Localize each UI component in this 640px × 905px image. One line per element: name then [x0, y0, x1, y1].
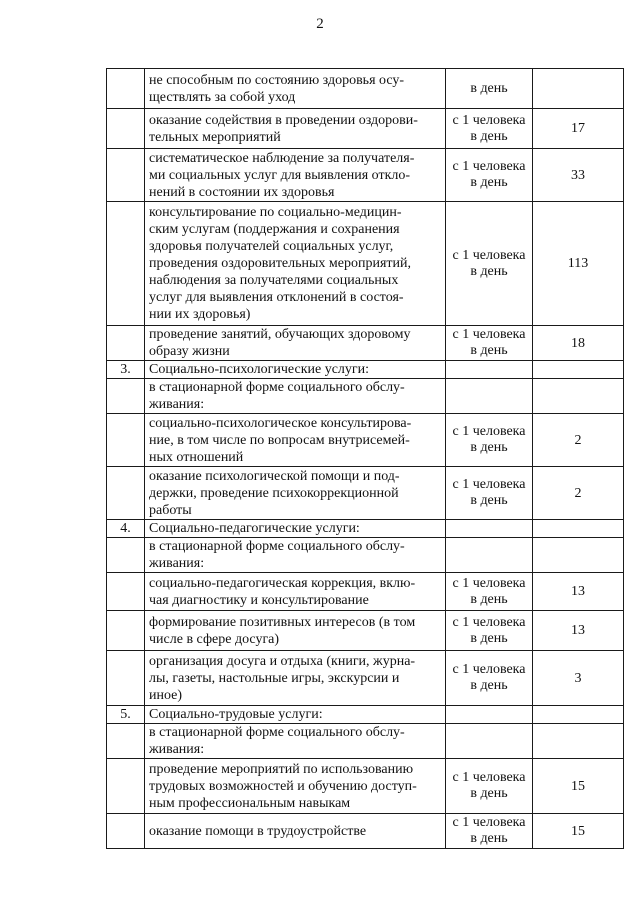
service-unit: с 1 человека в день [446, 611, 533, 651]
service-value [533, 379, 624, 414]
service-unit [446, 706, 533, 724]
service-name: оказание помощи в трудоустройстве [145, 814, 446, 849]
table-row [107, 724, 624, 759]
service-unit: с 1 человека в день [446, 814, 533, 849]
service-unit [446, 724, 533, 759]
row-number [107, 467, 145, 520]
service-name: систематическое наблюдение за получателя- ми социальных услуг для выявления откло- нений в состоянии их здоровья [145, 149, 446, 202]
row-number [107, 326, 145, 361]
service-unit: в день [446, 69, 533, 109]
table-row [107, 759, 624, 814]
service-value: 17 [533, 109, 624, 149]
table-row [107, 573, 624, 611]
social-services-table [106, 68, 624, 849]
page-number: 2 [316, 16, 324, 32]
service-unit [446, 520, 533, 538]
service-unit: с 1 человека в день [446, 651, 533, 706]
service-name: оказание психологической помощи и под- держки, проведение психокоррекционной работы [145, 467, 446, 520]
service-value [533, 69, 624, 109]
table-row [107, 611, 624, 651]
row-number [107, 414, 145, 467]
table-row [107, 538, 624, 573]
table-row [107, 149, 624, 202]
row-number: 3. [107, 361, 145, 379]
row-number: 4. [107, 520, 145, 538]
table-row [107, 109, 624, 149]
row-number [107, 149, 145, 202]
section-row [107, 520, 624, 538]
service-value: 113 [533, 202, 624, 326]
service-name: организация досуга и отдыха (книги, журна- лы, газеты, настольные игры, экскурсии и иное) [145, 651, 446, 706]
service-name: Социально-педагогические услуги: [145, 520, 446, 538]
table-row [107, 467, 624, 520]
service-value: 2 [533, 467, 624, 520]
service-unit: с 1 человека в день [446, 326, 533, 361]
service-name: не способным по состоянию здоровья осу- ществлять за собой уход [145, 69, 446, 109]
service-value: 15 [533, 814, 624, 849]
row-number [107, 611, 145, 651]
row-number [107, 202, 145, 326]
service-name: в стационарной форме социального обслу- живания: [145, 379, 446, 414]
service-unit [446, 538, 533, 573]
service-unit: с 1 человека в день [446, 573, 533, 611]
table-row [107, 326, 624, 361]
row-number [107, 651, 145, 706]
service-unit: с 1 человека в день [446, 202, 533, 326]
table-row [107, 69, 624, 109]
section-row [107, 361, 624, 379]
table-body [107, 69, 624, 849]
row-number [107, 573, 145, 611]
service-unit: с 1 человека в день [446, 414, 533, 467]
service-name: в стационарной форме социального обслу- живания: [145, 538, 446, 573]
service-name: формирование позитивных интересов (в том числе в сфере досуга) [145, 611, 446, 651]
table-row [107, 651, 624, 706]
service-name: Социально-трудовые услуги: [145, 706, 446, 724]
service-name: проведение мероприятий по использованию трудовых возможностей и обучению доступ- ным профессиональным навыкам [145, 759, 446, 814]
service-name: социально-педагогическая коррекция, вклю- чая диагностику и консультирование [145, 573, 446, 611]
service-name: оказание содействия в проведении оздорови- тельных мероприятий [145, 109, 446, 149]
service-unit [446, 361, 533, 379]
service-value: 33 [533, 149, 624, 202]
service-name: социально-психологическое консультирова- ние, в том числе по вопросам внутрисемей- ных отношений [145, 414, 446, 467]
service-value: 3 [533, 651, 624, 706]
table-row [107, 814, 624, 849]
row-number [107, 724, 145, 759]
service-unit: с 1 человека в день [446, 759, 533, 814]
service-value: 13 [533, 611, 624, 651]
service-value [533, 724, 624, 759]
section-row [107, 706, 624, 724]
service-unit: с 1 человека в день [446, 149, 533, 202]
service-value: 13 [533, 573, 624, 611]
table-row [107, 379, 624, 414]
row-number [107, 109, 145, 149]
service-name: в стационарной форме социального обслу- живания: [145, 724, 446, 759]
row-number: 5. [107, 706, 145, 724]
service-name: консультирование по социально-медицин- ским услугам (поддержания и сохранения здоровья получателей социальных услуг, проведения оздоровительных мероприятий, наблюдения за получателями социальных услуг для выявления отклонений в состоя- нии их здоровья) [145, 202, 446, 326]
service-unit [446, 379, 533, 414]
service-value [533, 520, 624, 538]
service-unit: с 1 человека в день [446, 467, 533, 520]
service-value: 18 [533, 326, 624, 361]
table-row [107, 414, 624, 467]
service-value [533, 361, 624, 379]
service-value: 2 [533, 414, 624, 467]
table-row [107, 202, 624, 326]
service-name: проведение занятий, обучающих здоровому образу жизни [145, 326, 446, 361]
service-value [533, 538, 624, 573]
service-name: Социально-психологические услуги: [145, 361, 446, 379]
service-value: 15 [533, 759, 624, 814]
service-value [533, 706, 624, 724]
row-number [107, 814, 145, 849]
row-number [107, 759, 145, 814]
row-number [107, 69, 145, 109]
service-unit: с 1 человека в день [446, 109, 533, 149]
row-number [107, 538, 145, 573]
row-number [107, 379, 145, 414]
